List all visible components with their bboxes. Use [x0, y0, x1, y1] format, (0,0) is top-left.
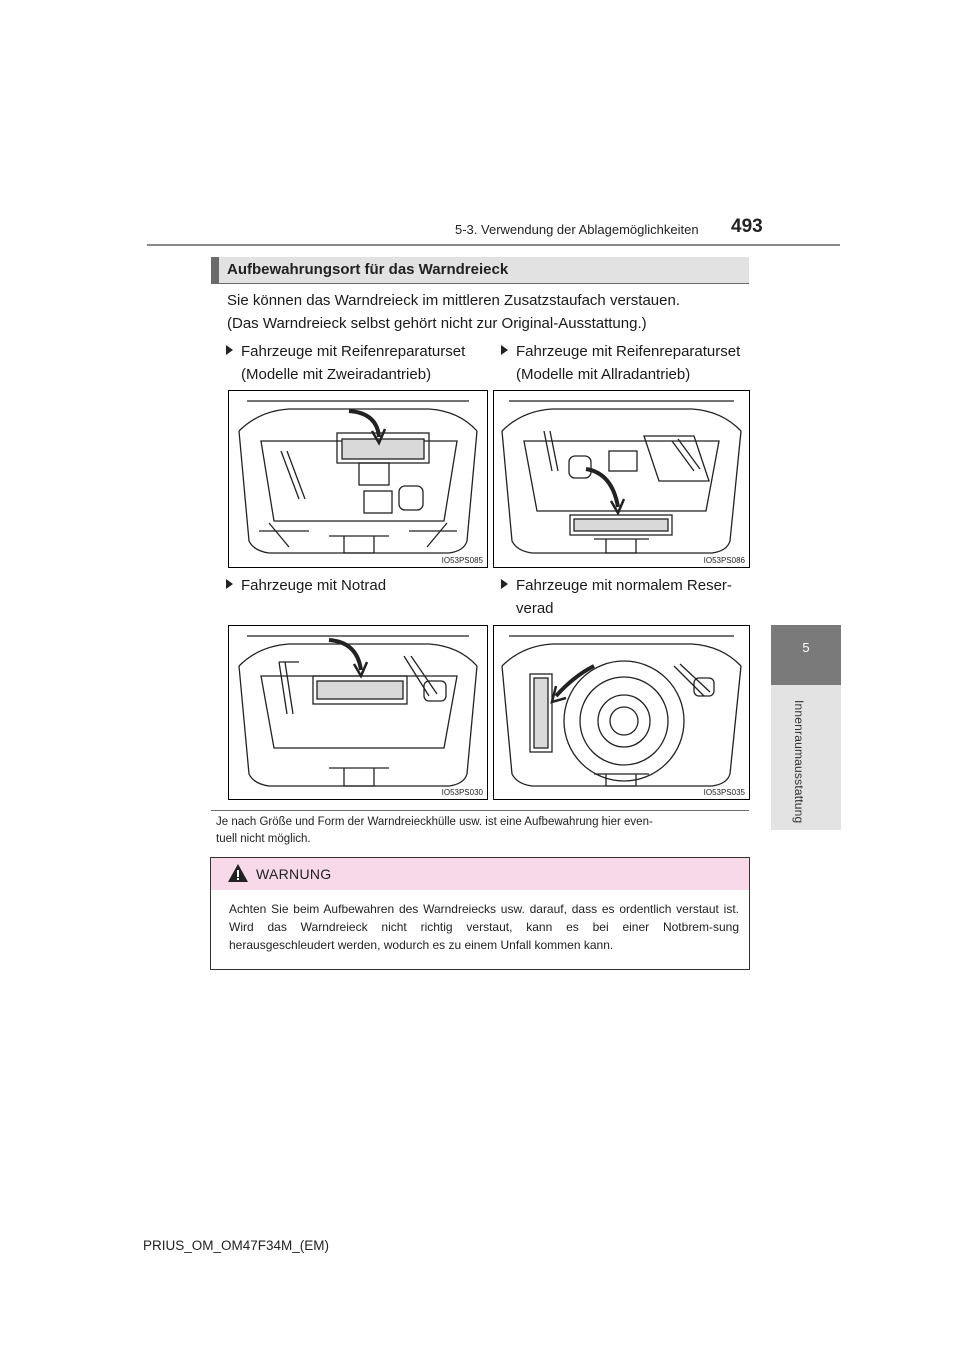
figure-code: IO53PS030	[441, 788, 483, 797]
note-text	[216, 814, 750, 848]
note-line-1: Je nach Größe und Form der Warndreieckhülle usw. ist eine Aufbewahrung hier even-	[216, 816, 653, 828]
note-divider	[211, 810, 749, 811]
chapter-label: Innenraumausstattung	[792, 700, 806, 824]
figure-caption-4: Fahrzeuge mit normalem Reser- verad	[501, 574, 755, 620]
note-line-2: tuell nicht möglich.	[216, 833, 311, 845]
bullet-arrow-icon	[226, 345, 233, 355]
trunk-drawing-1	[229, 391, 487, 567]
trunk-drawing-3	[229, 626, 487, 799]
intro-line-1: Sie können das Warndreieck im mittleren Zusatzstaufach verstauen.	[227, 292, 680, 309]
section-title-underline	[211, 283, 749, 284]
section-breadcrumb: 5-3. Verwendung der Ablagemöglichkeiten	[455, 222, 699, 237]
bullet-arrow-icon	[501, 579, 508, 589]
chapter-tab	[771, 625, 841, 685]
figure-code: IO53PS035	[703, 788, 745, 797]
trunk-drawing-4	[494, 626, 749, 799]
figure-code: IO53PS086	[703, 556, 745, 565]
trunk-illustration-2	[493, 390, 750, 568]
trunk-illustration-3	[228, 625, 488, 800]
figure-caption-2: Fahrzeuge mit Reifenreparaturset (Modelle mit Allradantrieb)	[501, 340, 755, 386]
warning-text: Achten Sie beim Aufbewahren des Warndreiecks usw. darauf, dass es ordentlich verstaut ist. Wird das Warndreieck nicht richtig verstaut, kann es bei einer Notbrem-sung herausgeschleudert werden, wodurch es zu einem Unfall kommen kann.	[229, 902, 739, 952]
figure-code: IO53PS085	[441, 556, 483, 565]
figure-caption-1: Fahrzeuge mit Reifenreparaturset (Modelle mit Zweiradantrieb)	[226, 340, 480, 386]
warning-triangle-icon	[227, 863, 249, 883]
chapter-number: 5	[802, 640, 810, 655]
trunk-drawing-2	[494, 391, 749, 567]
warning-title: WARNUNG	[256, 866, 332, 882]
bullet-arrow-icon	[226, 579, 233, 589]
intro-text	[227, 289, 680, 335]
section-title: Aufbewahrungsort für das Warndreieck	[211, 257, 749, 283]
figure-caption-3: Fahrzeuge mit Notrad	[226, 574, 480, 597]
trunk-illustration-1	[228, 390, 488, 568]
document-id: PRIUS_OM_OM47F34M_(EM)	[143, 1238, 330, 1253]
bullet-arrow-icon	[501, 345, 508, 355]
warning-box	[210, 857, 750, 970]
header-divider	[147, 244, 840, 246]
trunk-illustration-4	[493, 625, 750, 800]
page-number: 493	[731, 216, 763, 237]
intro-line-2: (Das Warndreieck selbst gehört nicht zur Original-Ausstattung.)	[227, 315, 647, 332]
